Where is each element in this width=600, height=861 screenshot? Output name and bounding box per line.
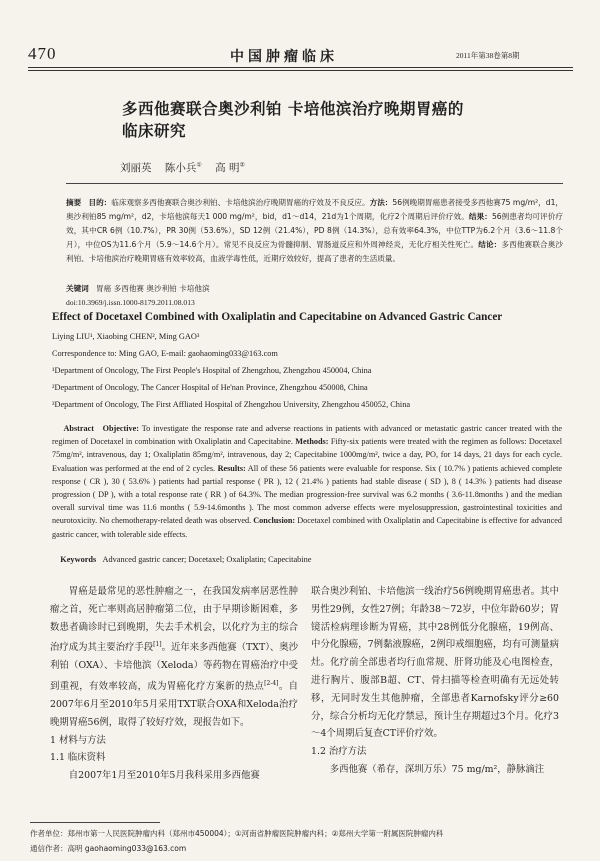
clinical-data-continued: 联合奥沙利铂、卡培他滨一线治疗56例晚期胃癌患者。其中男性29例，女性27例；年龄38～72岁，中位年龄60岁；胃镜活检病理诊断为胃癌，其中28例低分化腺癌，19例高、中分化腺癌，7例黏液腺癌，2例印戒细胞癌，均有可测量病灶。化疗前全部患者均行血常规、肝肾功能及心电图检查，进行胸片、腹部B超、CT、骨扫描等检查明确有无远处转移，无同时发生其他肿瘤，全部患者Karnofsky评分≥60分，综合分析均无化疗禁忌，预计生存期超过3个月。化疗3～4个周期后复查CT评价疗效。 bbox=[311, 586, 559, 740]
doi: doi:10.3969/j.issn.1000-8179.2011.08.013 bbox=[66, 298, 195, 307]
intro-text-2: 。近年来多西他赛（TXT）、奥沙利铂（OXA）、卡培他滨（Xeloda）等药物在胃癌治疗中受到重视，有效率较高，成为胃癌化疗方案新的热点 bbox=[50, 642, 299, 693]
clinical-data-paragraph: 自2007年1月至2010年5月我科采用多西他赛 bbox=[68, 770, 260, 782]
keywords-label: 关键词 bbox=[66, 284, 89, 293]
conclusion-text: 多西他赛联合奥沙利铂、卡培他滨治疗晚期胃癌有效率较高，血液学毒性低，近期疗效较好，提高了患者的生活质量。 bbox=[66, 240, 564, 263]
abstract-rule bbox=[66, 183, 563, 184]
en-methods-label: Methods: bbox=[295, 437, 329, 447]
author-2: 陈小兵 bbox=[164, 162, 197, 174]
abstract-label: 摘要 bbox=[66, 198, 82, 207]
chinese-authors bbox=[120, 160, 245, 175]
en-results-label: Results: bbox=[217, 463, 246, 473]
author-2-sup: ① bbox=[196, 161, 202, 169]
affiliation-2: ²Department of Oncology, The Cancer Hospital of He'nan Province, Zhengzhou 450008, China bbox=[52, 383, 368, 392]
english-abstract bbox=[52, 422, 562, 541]
ref-2: [2-4] bbox=[264, 680, 279, 688]
keywords-text: 胃癌 多西他赛 奥沙利铂 卡培他滨 bbox=[96, 284, 210, 293]
methods-text: 56例晚期胃癌患者接受多西他赛75 mg/m²，d1，奥沙利铂85 mg/m²，d2，卡培他滨每天1 000 mg/m²，bid，d1～d14，21d为1个周期，化疗2个周期后评价疗效。 bbox=[66, 198, 564, 221]
en-objective-label: Objective: bbox=[102, 424, 139, 433]
intro-paragraph bbox=[50, 583, 298, 732]
methods-label: 方法： bbox=[369, 198, 393, 207]
english-title: Effect of Docetaxel Combined with Oxaliplatin and Capecitabine on Advanced Gastric Cancer bbox=[52, 311, 503, 323]
en-keywords-label: Keywords bbox=[60, 555, 97, 564]
author-1: 刘丽英 bbox=[120, 162, 152, 174]
footnote-contact: 通信作者：高明 gaohaoming033@163.com bbox=[30, 844, 187, 853]
results-text: 56例患者均可评价疗效，其中CR 6例（10.7%），PR 30例（53.6%），SD 12例（21.4%），PD 8例（14.3%），总有效率64.3%，中位TTP为6.2个月（3.6～11.8个月），中位OS为11.6个月（5.9～14.6个月）。常见不良反应为骨髓抑制、胃肠道反应和外周神经炎，无化疗相关性死亡。 bbox=[66, 212, 563, 249]
chinese-title-line2: 临床研究 bbox=[122, 121, 187, 140]
chinese-keywords bbox=[66, 283, 210, 294]
section-heading-1-2: 1.2 治疗方法 bbox=[311, 746, 367, 758]
affiliation-1: ¹Department of Oncology, The First People's Hospital of Zhengzhou, Zhengzhou 450004, China bbox=[52, 366, 372, 375]
en-objective-text: To investigate the response rate and adverse reactions in patients with advanced or metastatic gastric cancer treated with the regimen of Docetaxel in combination with Oxaliplatin and Capecitabine. bbox=[52, 424, 563, 447]
correspondence: Correspondence to: Ming GAO, E-mail: gaohaoming033@163.com bbox=[52, 349, 278, 358]
intro-text-1: 胃癌是最常见的恶性肿瘤之一，在我国发病率居恶性肿瘤之首，死亡率则高居肿瘤第二位，由于早期诊断困难，多数患者确诊时已到晚期，失去手术机会，以化疗为主的综合治疗成为其主要治疗手段 bbox=[50, 586, 298, 654]
en-keywords-text: Advanced gastric cancer; Docetaxel; Oxaliplatin; Capecitabine bbox=[102, 555, 312, 564]
author-3-sup: ② bbox=[239, 161, 245, 169]
en-methods-text: Fifty-six patients were treated with the regimen as follows: Docetaxel 75mg/m², intravenous, day 1; Oxaliplatin 85mg/m², intravenous, day 2; Capecitabine 1000mg/m², twice a day, PO, for 14 days, 21 days for each cycle. Evaluation was performed at the end of 2 cycles. bbox=[52, 437, 563, 473]
results-label: 结果： bbox=[468, 212, 492, 221]
header-rule bbox=[28, 67, 573, 68]
footnote-units: 作者单位：郑州市第一人民医院肿瘤内科（郑州市450004）；①河南省肿瘤医院肿瘤内科；②郑州大学第一附属医院肿瘤内科 bbox=[30, 829, 444, 838]
treatment-paragraph: 多西他赛（希存，深圳万乐）75 mg/m²，静脉滴注 bbox=[329, 763, 545, 775]
footnote-rule bbox=[30, 822, 160, 823]
en-abstract-label: Abstract bbox=[63, 424, 94, 433]
objective-label: 目的： bbox=[88, 198, 112, 207]
en-conclusion-label: Conclusion: bbox=[253, 516, 296, 526]
chinese-title-line1: 多西他赛联合奥沙利铂 卡培他滨治疗晚期胃癌的 bbox=[122, 99, 464, 118]
section-heading-1: 1 材料与方法 bbox=[50, 734, 106, 746]
ref-1: [1] bbox=[153, 641, 162, 649]
page-number: 470 bbox=[28, 44, 57, 63]
conclusion-label: 结论： bbox=[478, 240, 502, 249]
intro-text-3: 。自2007年6月至2010年5月采用TXT联合OXA和Xeloda治疗晚期胃癌56例，取得了较好疗效，现报告如下。 bbox=[50, 681, 298, 728]
chinese-title bbox=[122, 98, 502, 142]
journal-title: 中国肿瘤临床 bbox=[230, 49, 338, 65]
author-3: 高 明 bbox=[215, 162, 240, 174]
english-authors: Liying LIU¹, Xiaobing CHEN², Ming GAO³ bbox=[52, 332, 200, 341]
header-rule-thin bbox=[28, 70, 573, 71]
en-conclusion-text: Docetaxel combined with Oxaliplatin and Capecitabine is effective for advanced gastric cancer, with tolerable side effects. bbox=[52, 516, 563, 539]
body-right-column bbox=[311, 583, 559, 779]
english-keywords bbox=[52, 555, 311, 564]
section-heading-1-1: 1.1 临床资料 bbox=[50, 752, 106, 764]
affiliation-3: ³Department of Oncology, The First Affliated Hospital of Zhengzhou University, Zhengzhou 450052, China bbox=[52, 400, 411, 409]
objective-text: 临床观察多西他赛联合奥沙利铂、卡培他滨治疗晚期胃癌的疗效及不良反应。 bbox=[111, 198, 370, 207]
en-results-text: All of these 56 patients were evaluable for response. Six ( 10.7% ) patients achieved complete response ( CR ), 30 ( 53.6% ) patients had partial response ( PR ), 12 ( 21.4% ) patients had stable disease ( SD ), 8 ( 14.3% ) patients had disease progression ( DP ), with a total response rate ( RR ) of 64.3%. The median progression-free survival was 6.2 months ( 3.6-11.8months ) and the median overall survival time was 11.6 months ( 5.9-14.6months ). The most common adverse effects were myelosuppression, gastrointestinal toxicities and neurotoxicity. No chemotherapy-related death was observed. bbox=[52, 463, 563, 526]
body-left-column bbox=[50, 583, 298, 785]
chinese-abstract bbox=[66, 196, 563, 266]
issue-info: 2011年第38卷第8期 bbox=[456, 51, 520, 60]
